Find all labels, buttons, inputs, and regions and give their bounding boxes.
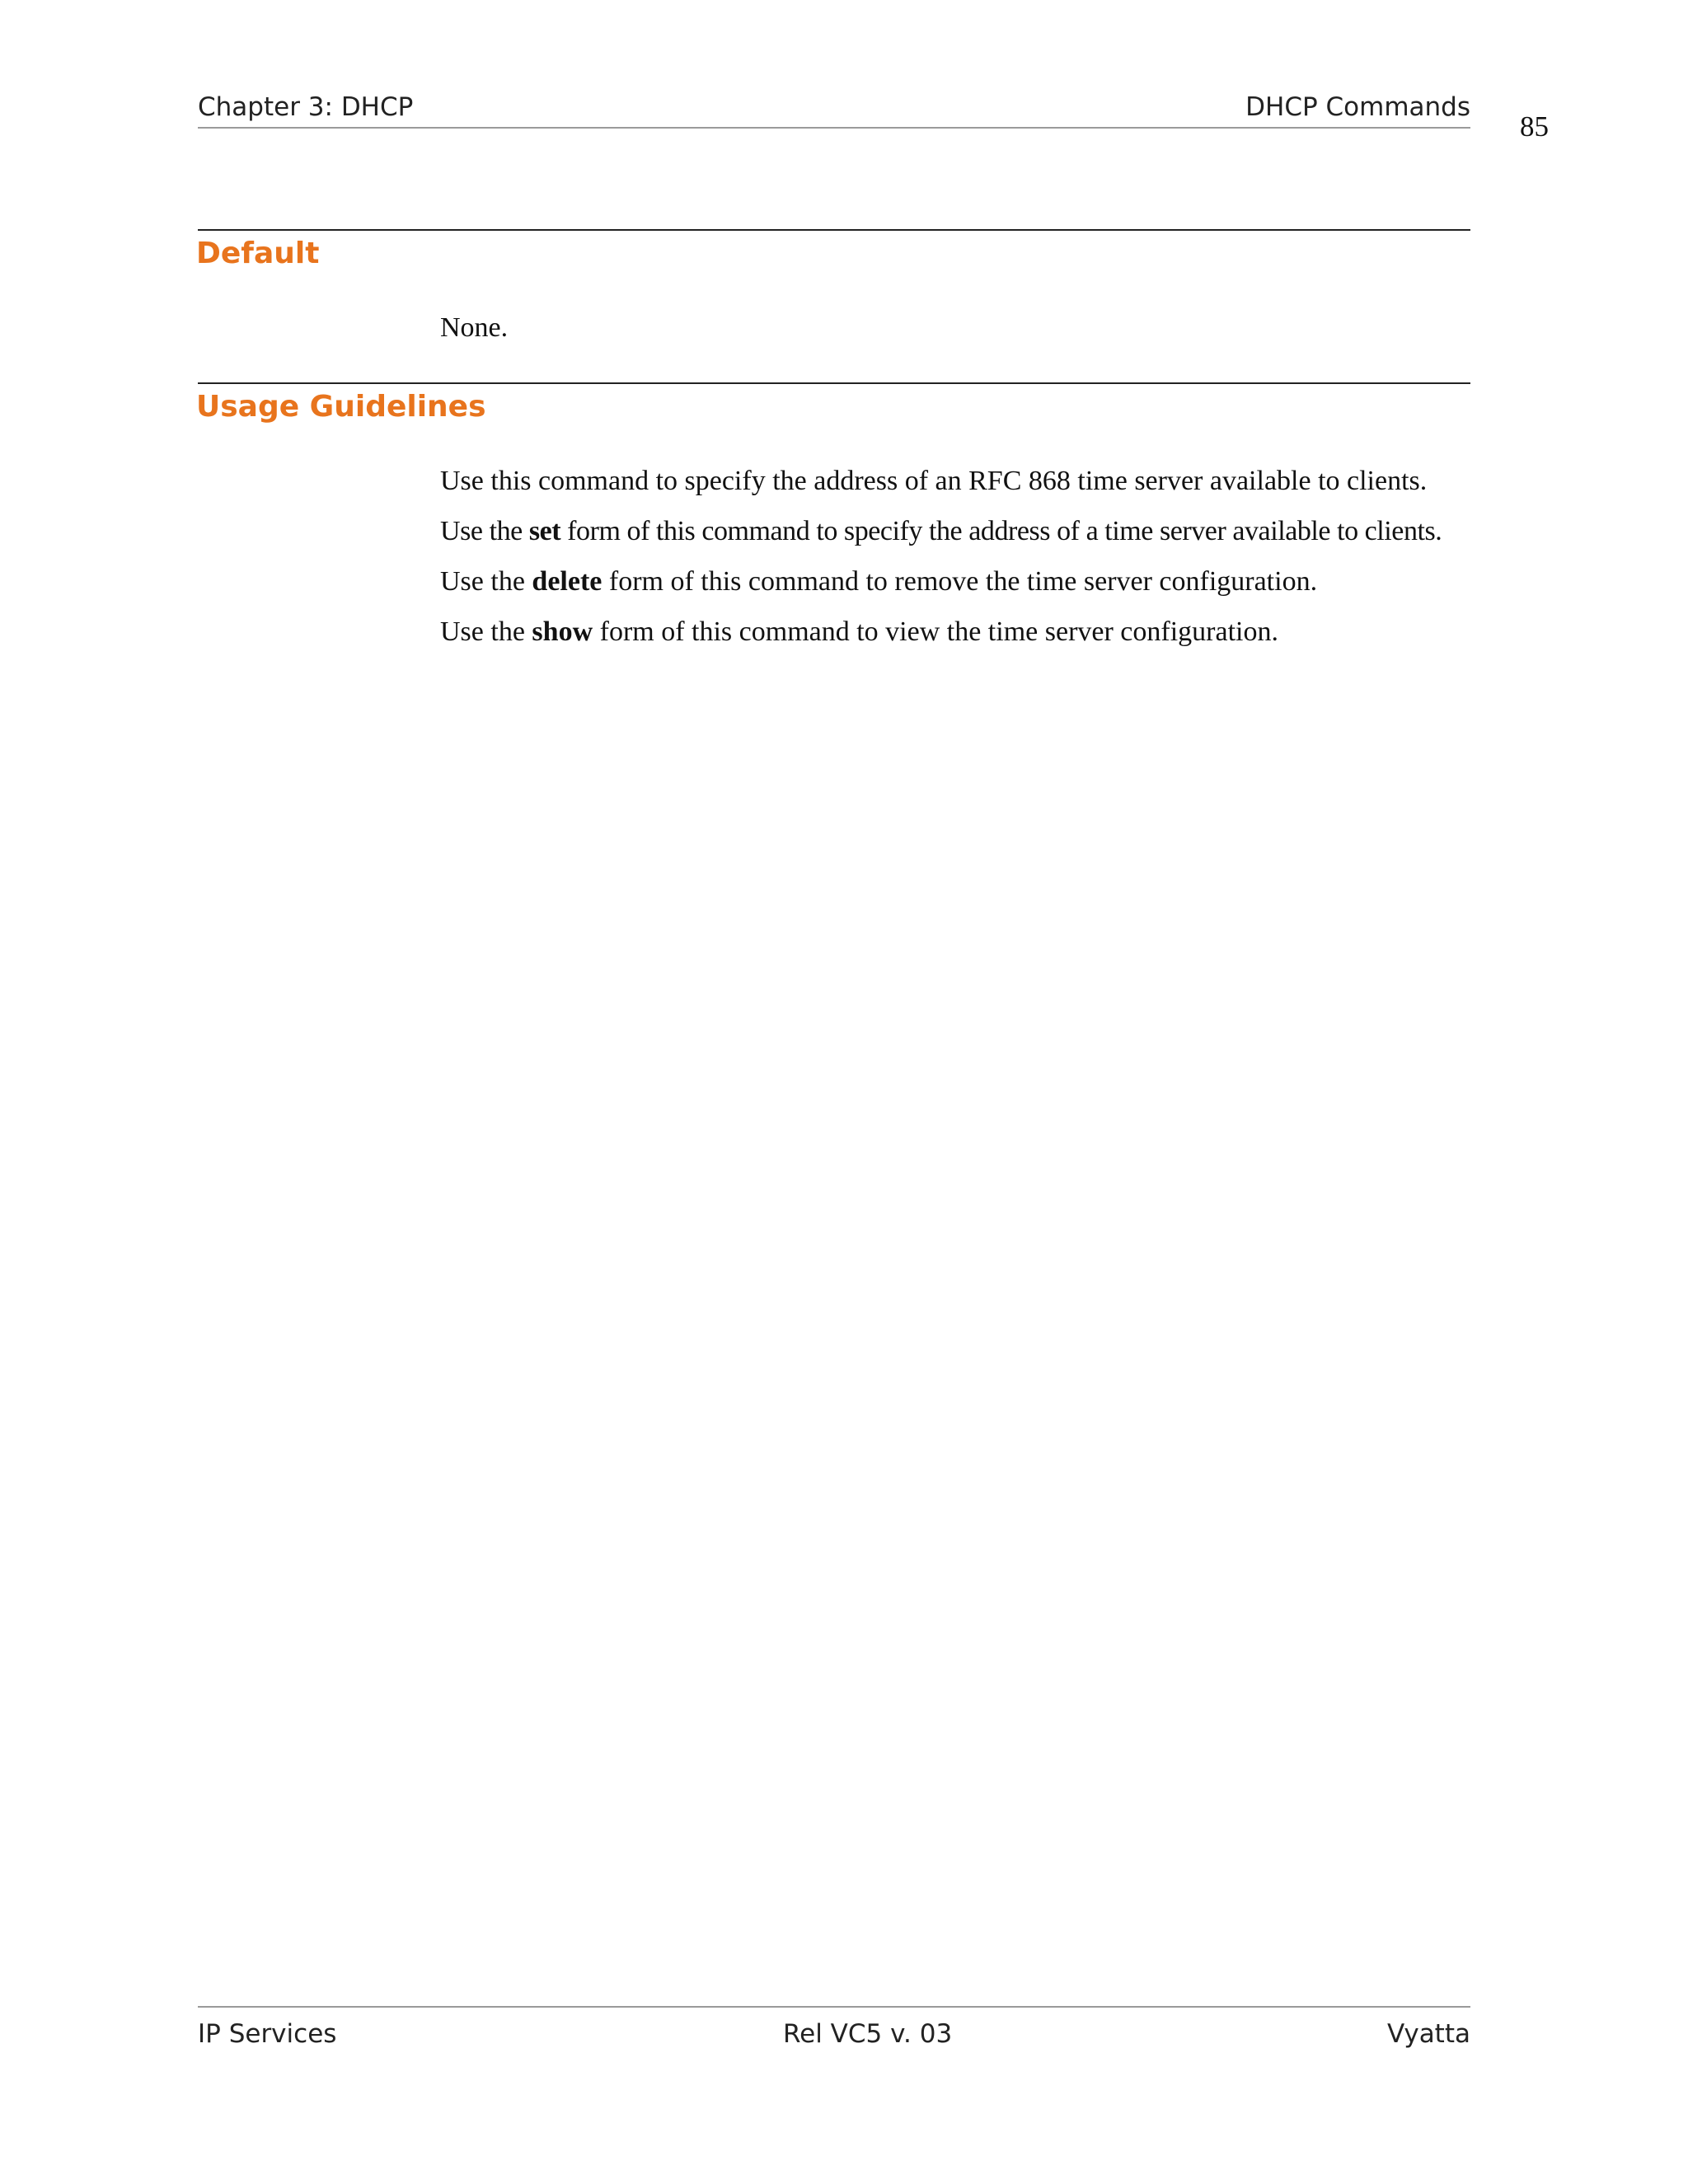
usage-guidelines-heading: Usage Guidelines xyxy=(196,390,486,424)
usage-paragraph-set xyxy=(440,513,1442,550)
usage-paragraph-delete-suffix: form of this command to remove the time server configuration. xyxy=(602,566,1318,597)
footer-release: Rel VC5 v. 03 xyxy=(783,2019,953,2049)
keyword-delete: delete xyxy=(532,566,603,597)
footer-company: Vyatta xyxy=(1386,2019,1470,2049)
usage-paragraph-set-suffix: form of this command to specify the address of a time server available to clients. xyxy=(560,516,1442,546)
usage-paragraph-show-prefix: Use the xyxy=(440,616,532,647)
default-heading: Default xyxy=(196,237,320,270)
usage-paragraph-show-suffix: form of this command to view the time server configuration. xyxy=(593,616,1278,647)
footer-divider xyxy=(198,2006,1470,2008)
usage-paragraph-show xyxy=(440,614,1278,650)
usage-paragraph-set-prefix: Use the xyxy=(440,516,529,546)
default-section-divider xyxy=(198,229,1470,231)
usage-paragraph-delete xyxy=(440,564,1317,600)
keyword-show: show xyxy=(532,616,593,647)
usage-paragraph-1: Use this command to specify the address of an RFC 868 time server available to clients. xyxy=(440,466,1428,496)
page-number: 85 xyxy=(1520,110,1549,143)
usage-section-divider xyxy=(198,382,1470,384)
footer-product: IP Services xyxy=(198,2019,337,2049)
header-divider xyxy=(198,127,1470,129)
default-text: None. xyxy=(440,312,509,343)
usage-paragraph-delete-prefix: Use the xyxy=(440,566,532,597)
running-header-chapter: Chapter 3: DHCP xyxy=(198,92,414,122)
keyword-set: set xyxy=(528,516,561,546)
running-header-section: DHCP Commands xyxy=(1245,92,1470,122)
